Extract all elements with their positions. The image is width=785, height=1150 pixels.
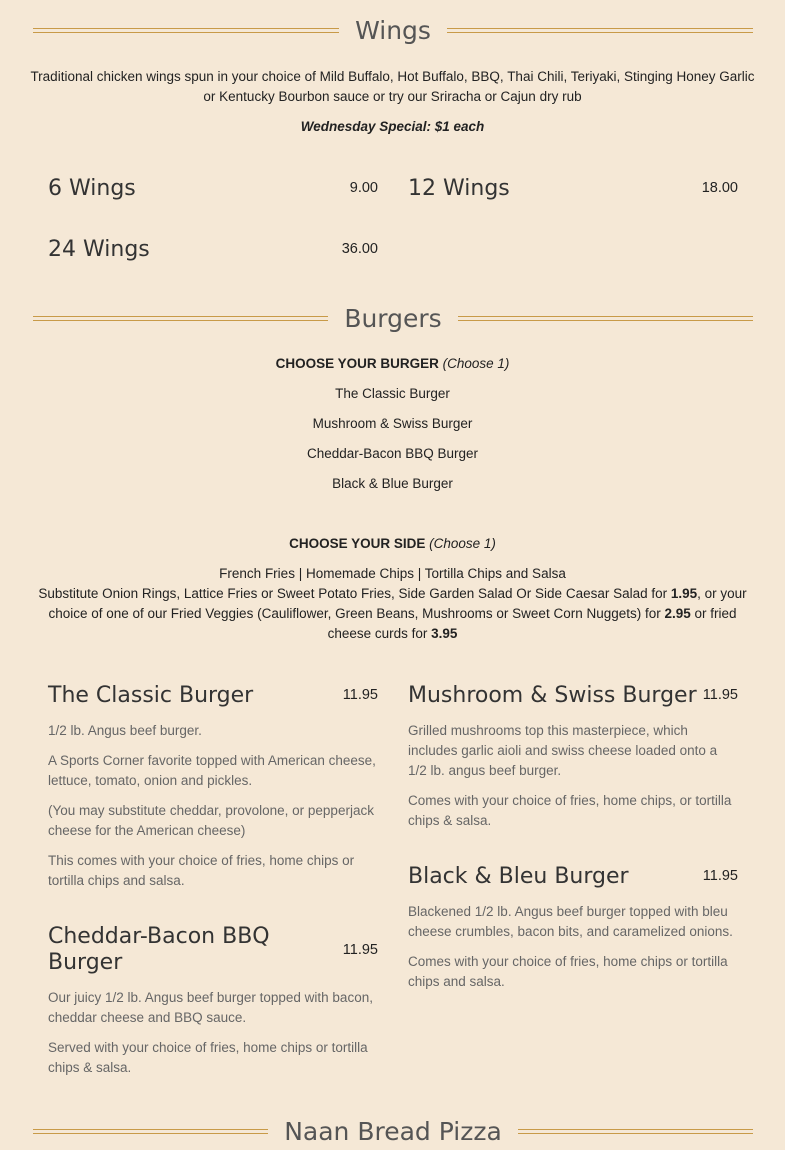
substitute-text: , or your choice of one of our Fried Veggies (Cauliflower, Green Beans, Mushrooms or Sweet Corn Nuggets) for bbox=[48, 586, 747, 621]
divider bbox=[33, 28, 339, 33]
wings-header bbox=[33, 18, 753, 43]
burger-option: Black & Blue Burger bbox=[332, 476, 453, 491]
side-options: French Fries | Homemade Chips | Tortilla Chips and Salsa bbox=[219, 566, 566, 581]
burger-option: Mushroom & Swiss Burger bbox=[312, 416, 473, 431]
menu-item-cheddar-bacon-bbq-burger bbox=[48, 924, 378, 1078]
item-description: Comes with your choice of fries, home chips, or tortilla chips & salsa. bbox=[408, 793, 732, 828]
menu-item-12-wings bbox=[408, 176, 738, 202]
item-description: 1/2 lb. Angus beef burger. bbox=[48, 723, 202, 738]
burgers-header bbox=[33, 306, 753, 331]
choose-burger-label: CHOOSE YOUR BURGER bbox=[275, 356, 439, 371]
choose-burger-note: (Choose 1) bbox=[442, 356, 510, 371]
item-name: 6 Wings bbox=[48, 176, 136, 201]
substitute-note bbox=[30, 584, 755, 644]
item-price: 11.95 bbox=[702, 868, 738, 884]
divider bbox=[518, 1129, 753, 1134]
item-price: 11.95 bbox=[702, 687, 738, 703]
naan-header bbox=[33, 1119, 753, 1144]
choose-side-heading bbox=[30, 534, 755, 554]
choose-side-label: CHOOSE YOUR SIDE bbox=[289, 536, 426, 551]
item-name: Mushroom & Swiss Burger bbox=[408, 683, 697, 708]
menu-item-classic-burger bbox=[48, 683, 378, 891]
substitute-text: or fried cheese curds for bbox=[327, 606, 737, 641]
item-description: Our juicy 1/2 lb. Angus beef burger topped with bacon, cheddar cheese and BBQ sauce. bbox=[48, 990, 373, 1025]
choose-side-note: (Choose 1) bbox=[429, 536, 496, 551]
burger-option: The Classic Burger bbox=[335, 386, 450, 401]
menu-item-6-wings bbox=[48, 176, 378, 202]
item-price: 18.00 bbox=[701, 180, 738, 196]
item-name: 12 Wings bbox=[408, 176, 510, 201]
section-title-wings: Wings bbox=[355, 16, 431, 45]
section-title-naan-bread-pizza: Naan Bread Pizza bbox=[284, 1117, 502, 1146]
section-title-burgers: Burgers bbox=[344, 304, 442, 333]
divider bbox=[458, 316, 753, 321]
item-description: Blackened 1/2 lb. Angus beef burger topped with bleu cheese crumbles, bacon bits, and caramelized onions. bbox=[408, 904, 733, 939]
item-description: Comes with your choice of fries, home chips or tortilla chips and salsa. bbox=[408, 954, 728, 989]
item-price: 9.00 bbox=[349, 180, 378, 196]
item-price: 11.95 bbox=[342, 942, 378, 958]
wings-description: Traditional chicken wings spun in your choice of Mild Buffalo, Hot Buffalo, BBQ, Thai Chili, Teriyaki, Stinging Honey Garlic or Kentucky Bourbon sauce or try our Sriracha or Cajun dry rub bbox=[30, 69, 755, 104]
item-price: 36.00 bbox=[341, 241, 378, 257]
item-name: The Classic Burger bbox=[48, 683, 254, 708]
substitute-price: 2.95 bbox=[664, 606, 691, 621]
item-description: (You may substitute cheddar, provolone, or pepperjack cheese for the American cheese) bbox=[48, 803, 374, 838]
wings-special: Wednesday Special: $1 each bbox=[300, 119, 485, 134]
divider bbox=[33, 316, 328, 321]
substitute-price: 1.95 bbox=[670, 586, 698, 601]
item-description: A Sports Corner favorite topped with American cheese, lettuce, tomato, onion and pickles. bbox=[48, 753, 376, 788]
item-name: 24 Wings bbox=[48, 237, 150, 262]
item-description: Grilled mushrooms top this masterpiece, which includes garlic aioli and swiss cheese loaded onto a 1/2 lb. angus beef burger. bbox=[408, 723, 718, 778]
item-description: This comes with your choice of fries, home chips or tortilla chips and salsa. bbox=[48, 853, 355, 888]
menu-item-mushroom-swiss-burger bbox=[408, 683, 738, 831]
item-description: Served with your choice of fries, home chips or tortilla chips & salsa. bbox=[48, 1040, 368, 1075]
burger-option: Cheddar-Bacon BBQ Burger bbox=[306, 446, 479, 461]
item-name: Black & Bleu Burger bbox=[408, 864, 629, 889]
item-name: Cheddar-Bacon BBQ Burger bbox=[48, 924, 270, 975]
substitute-text: Substitute Onion Rings, Lattice Fries or Sweet Potato Fries, Side Garden Salad Or Side Caesar Salad for bbox=[38, 586, 671, 601]
substitute-price: 3.95 bbox=[431, 626, 458, 641]
divider bbox=[447, 28, 753, 33]
menu-item-black-bleu-burger bbox=[408, 864, 738, 992]
item-price: 11.95 bbox=[342, 687, 378, 703]
menu-item-24-wings bbox=[48, 237, 378, 263]
choose-burger-heading bbox=[30, 354, 755, 374]
divider bbox=[33, 1129, 268, 1134]
